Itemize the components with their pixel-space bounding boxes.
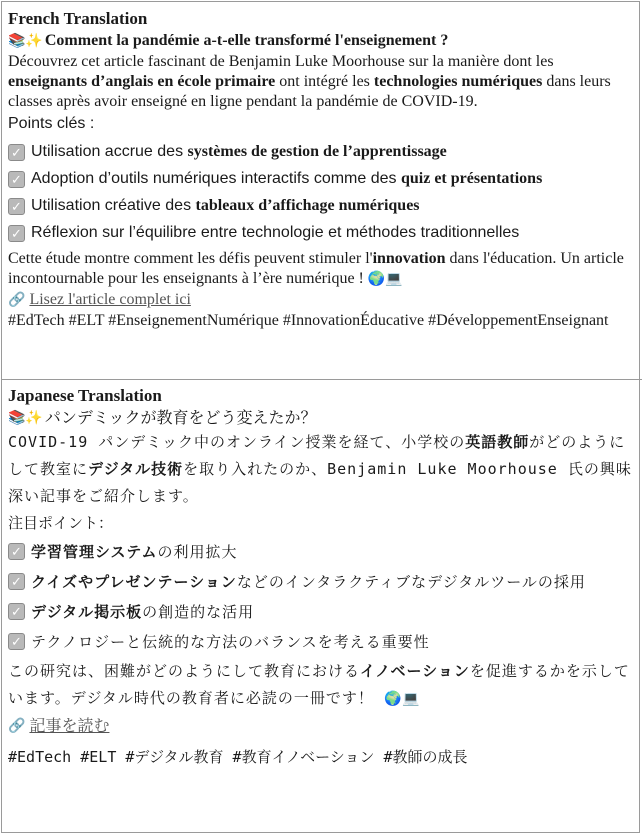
body-text: がどのようにして教室に bbox=[8, 433, 626, 478]
key-point-suffix: の利用拡大 bbox=[157, 543, 238, 561]
key-point-text bbox=[31, 539, 238, 566]
body-text: ont intégré les bbox=[275, 73, 374, 90]
section-divider bbox=[1, 379, 642, 380]
section-title: French Translation bbox=[8, 9, 148, 28]
checkbox-icon: ✓ bbox=[8, 171, 25, 188]
key-point-plain: Adoption d’outils numériques interactifs comme des bbox=[31, 170, 401, 187]
headline bbox=[8, 30, 635, 52]
body-text: Découvrez cet article fascinant de Benjamin Luke Moorhouse sur la manière dont les bbox=[8, 53, 554, 70]
key-point-item bbox=[8, 629, 635, 655]
key-point-plain: Utilisation créative des bbox=[31, 197, 196, 214]
key-point-item bbox=[8, 195, 635, 217]
article-link-row bbox=[8, 713, 635, 739]
closing-text bbox=[8, 662, 630, 707]
key-point-text bbox=[31, 222, 519, 244]
body-text: この研究は、困難がどのようにして教育における bbox=[8, 662, 361, 680]
globe-laptop-icon: 🌍💻 bbox=[367, 271, 403, 287]
key-point-text bbox=[31, 569, 586, 596]
hashtags: #EdTech #ELT #デジタル教育 #教育イノベーション #教師の成長 bbox=[8, 748, 468, 766]
headline-text: Comment la pandémie a-t-elle transformé l'enseignement ? bbox=[44, 32, 449, 49]
key-point-emphasis: tableaux d’affichage numériques bbox=[195, 197, 420, 214]
closing-paragraph bbox=[8, 658, 635, 713]
key-point-text bbox=[31, 168, 542, 190]
key-point-suffix: などのインタラクティブなデジタルツールの採用 bbox=[236, 573, 586, 591]
body-text: を促進するかを示しています。デジタル時代の教育者に必読の一冊です！ bbox=[8, 662, 630, 707]
intro-paragraph bbox=[8, 52, 635, 112]
link-icon: 🔗 bbox=[8, 292, 26, 308]
checkbox-icon: ✓ bbox=[8, 543, 25, 560]
checkbox-icon: ✓ bbox=[8, 603, 25, 620]
points-label: Points clés : bbox=[8, 115, 95, 132]
key-points-list bbox=[8, 141, 635, 244]
points-label: 注目ポイント： bbox=[8, 514, 114, 532]
key-point-plain: Utilisation accrue des bbox=[31, 143, 188, 160]
hashtags: #EdTech #ELT #EnseignementNumérique #InnovationÉducative #DéveloppementEnseignant bbox=[8, 312, 609, 329]
article-link-row bbox=[8, 289, 635, 311]
key-point-item bbox=[8, 539, 635, 566]
french-section bbox=[8, 8, 635, 331]
emphasis-text: innovation bbox=[372, 250, 446, 267]
key-point-text bbox=[31, 141, 447, 163]
intro-paragraph bbox=[8, 429, 635, 510]
books-sparkles-icon: 📚✨ bbox=[8, 33, 43, 49]
key-point-emphasis: quiz et présentations bbox=[400, 170, 543, 187]
key-point-text bbox=[31, 599, 254, 626]
checkbox-icon: ✓ bbox=[8, 633, 25, 650]
key-point-suffix: の創造的な活用 bbox=[142, 603, 255, 621]
closing-text bbox=[8, 250, 624, 287]
key-point-emphasis: クイズやプレゼンテーション bbox=[31, 575, 237, 591]
key-point-emphasis: systèmes de gestion de l’apprentissage bbox=[187, 143, 447, 160]
key-point-emphasis: デジタル掲示板 bbox=[31, 605, 143, 621]
key-point-plain: Réflexion sur l’équilibre entre technologie et méthodes traditionnelles bbox=[31, 224, 520, 241]
headline bbox=[8, 407, 635, 429]
body-text: dans l'éducation. Un article incontournable pour les enseignants à l’ère numérique ! bbox=[8, 250, 624, 287]
body-text: を取り入れたのか、Benjamin Luke Moorhouse 氏の興味深い記事をご紹介します。 bbox=[8, 460, 632, 505]
article-link[interactable]: 記事を読む bbox=[29, 716, 110, 735]
key-point-item bbox=[8, 569, 635, 596]
key-point-item bbox=[8, 141, 635, 163]
key-point-text bbox=[31, 629, 430, 655]
checkbox-icon: ✓ bbox=[8, 198, 25, 215]
key-point-text bbox=[31, 195, 420, 217]
key-point-item bbox=[8, 222, 635, 244]
article-link[interactable]: Lisez l'article complet ici bbox=[29, 291, 191, 308]
key-point-item bbox=[8, 168, 635, 190]
checkbox-icon: ✓ bbox=[8, 225, 25, 242]
body-text: dans leurs classes après avoir enseigné en ligne pendant la pandémie de COVID-19. bbox=[8, 73, 611, 110]
emphasis-text: デジタル技術 bbox=[88, 460, 184, 478]
closing-paragraph bbox=[8, 249, 635, 289]
checkbox-icon: ✓ bbox=[8, 573, 25, 590]
checkbox-icon: ✓ bbox=[8, 144, 25, 161]
key-point-plain: テクノロジーと伝統的な方法のバランスを考える重要性 bbox=[31, 633, 430, 651]
key-point-item bbox=[8, 599, 635, 626]
globe-laptop-icon: 🌍💻 bbox=[383, 691, 421, 707]
books-sparkles-icon: 📚✨ bbox=[8, 410, 43, 426]
body-text: COVID-19 パンデミック中のオンライン授業を経て、小学校の bbox=[8, 433, 466, 451]
link-icon: 🔗 bbox=[8, 718, 26, 734]
key-points-list bbox=[8, 539, 635, 655]
emphasis-text: enseignants d’anglais en école primaire bbox=[8, 73, 276, 90]
emphasis-text: イノベーション bbox=[360, 662, 470, 680]
emphasis-text: technologies numériques bbox=[373, 73, 543, 90]
body-text: Cette étude montre comment les défis peuvent stimuler l' bbox=[8, 250, 373, 267]
emphasis-text: 英語教師 bbox=[465, 433, 530, 451]
section-title: Japanese Translation bbox=[8, 386, 162, 405]
key-point-emphasis: 学習管理システム bbox=[31, 545, 158, 561]
japanese-section bbox=[8, 385, 635, 769]
headline-text: パンデミックが教育をどう変えたか？ bbox=[44, 408, 317, 427]
